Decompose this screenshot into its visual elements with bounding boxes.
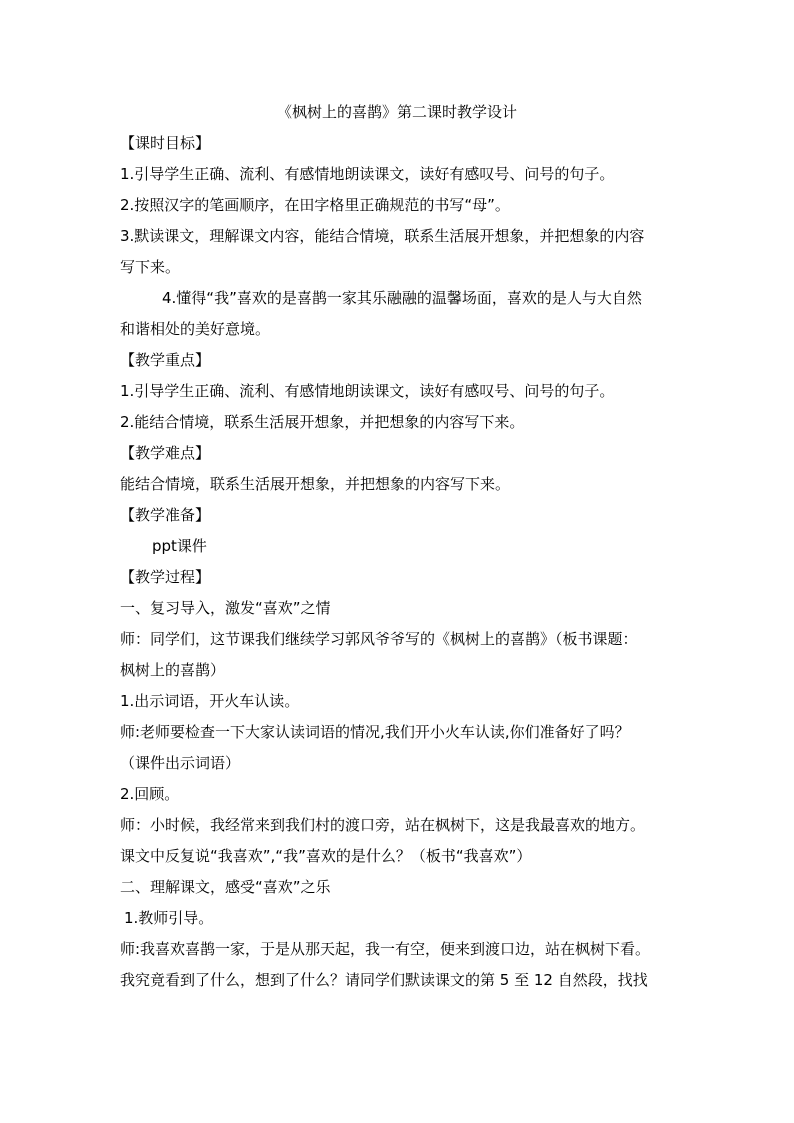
paragraph-line: 枫树上的喜鹊） (120, 661, 226, 679)
paragraph-line: 师:我喜欢喜鹊一家，于是从那天起，我一有空，便来到渡口边，站在枫树下看。 (120, 940, 651, 958)
document-title: 《枫树上的喜鹊》第二课时教学设计 (276, 103, 517, 121)
paragraph-line: ppt课件 (152, 537, 207, 555)
paragraph-line: 能结合情境，联系生活展开想象，并把想象的内容写下来。 (120, 475, 511, 493)
paragraph-line: 1.出示词语，开火车认读。 (120, 692, 300, 710)
paragraph-line: 师：同学们，这节课我们继续学习郭风爷爷写的《枫树上的喜鹊》（板书课题： (120, 630, 638, 648)
subsection-heading: 一、复习导入，激发“喜欢”之情 (120, 599, 331, 617)
paragraph-line: 4.懂得“我”喜欢的是喜鹊一家其乐融融的温馨场面，喜欢的是人与大自然 (162, 289, 642, 307)
paragraph-line: 3.默读课文，理解课文内容，能结合情境，联系生活展开想象，并把想象的内容 (120, 227, 645, 245)
subsection-heading: 二、理解课文，感受“喜欢”之乐 (120, 878, 331, 896)
paragraph-line: 和谐相处的美好意境。 (120, 320, 271, 338)
paragraph-line: 我究竟看到了什么，想到了什么？请同学们默读课文的第 5 至 12 自然段，找找 (120, 971, 648, 989)
paragraph-line: 2.能结合情境，联系生活展开想象，并把想象的内容写下来。 (120, 413, 525, 431)
section-heading-focus: 【教学重点】 (120, 351, 211, 369)
section-heading-preparation: 【教学准备】 (120, 506, 211, 524)
section-heading-difficulty: 【教学难点】 (120, 444, 211, 462)
paragraph-line: 1.引导学生正确、流利、有感情地朗读课文，读好有感叹号、问号的句子。 (120, 165, 615, 183)
paragraph-line: 1.引导学生正确、流利、有感情地朗读课文，读好有感叹号、问号的句子。 (120, 382, 615, 400)
paragraph-line: 师:老师要检查一下大家认读词语的情况,我们开小火车认读,你们准备好了吗？ (120, 723, 630, 741)
paragraph-line: 写下来。 (120, 258, 181, 276)
paragraph-line: 2.回顾。 (120, 785, 180, 803)
paragraph-line: （课件出示词语） (120, 754, 241, 772)
paragraph-line: 师：小时候，我经常来到我们村的渡口旁，站在枫树下，这是我最喜欢的地方。 (120, 816, 646, 834)
paragraph-line: 2.按照汉字的笔画顺序，在田字格里正确规范的书写“母”。 (120, 196, 510, 214)
paragraph-line: 1.教师引导。 (124, 909, 214, 927)
section-heading-process: 【教学过程】 (120, 568, 211, 586)
paragraph-line: 课文中反复说“我喜欢”,“我”喜欢的是什么？（板书“我喜欢”） (120, 847, 532, 865)
section-heading-goals: 【课时目标】 (120, 134, 211, 152)
